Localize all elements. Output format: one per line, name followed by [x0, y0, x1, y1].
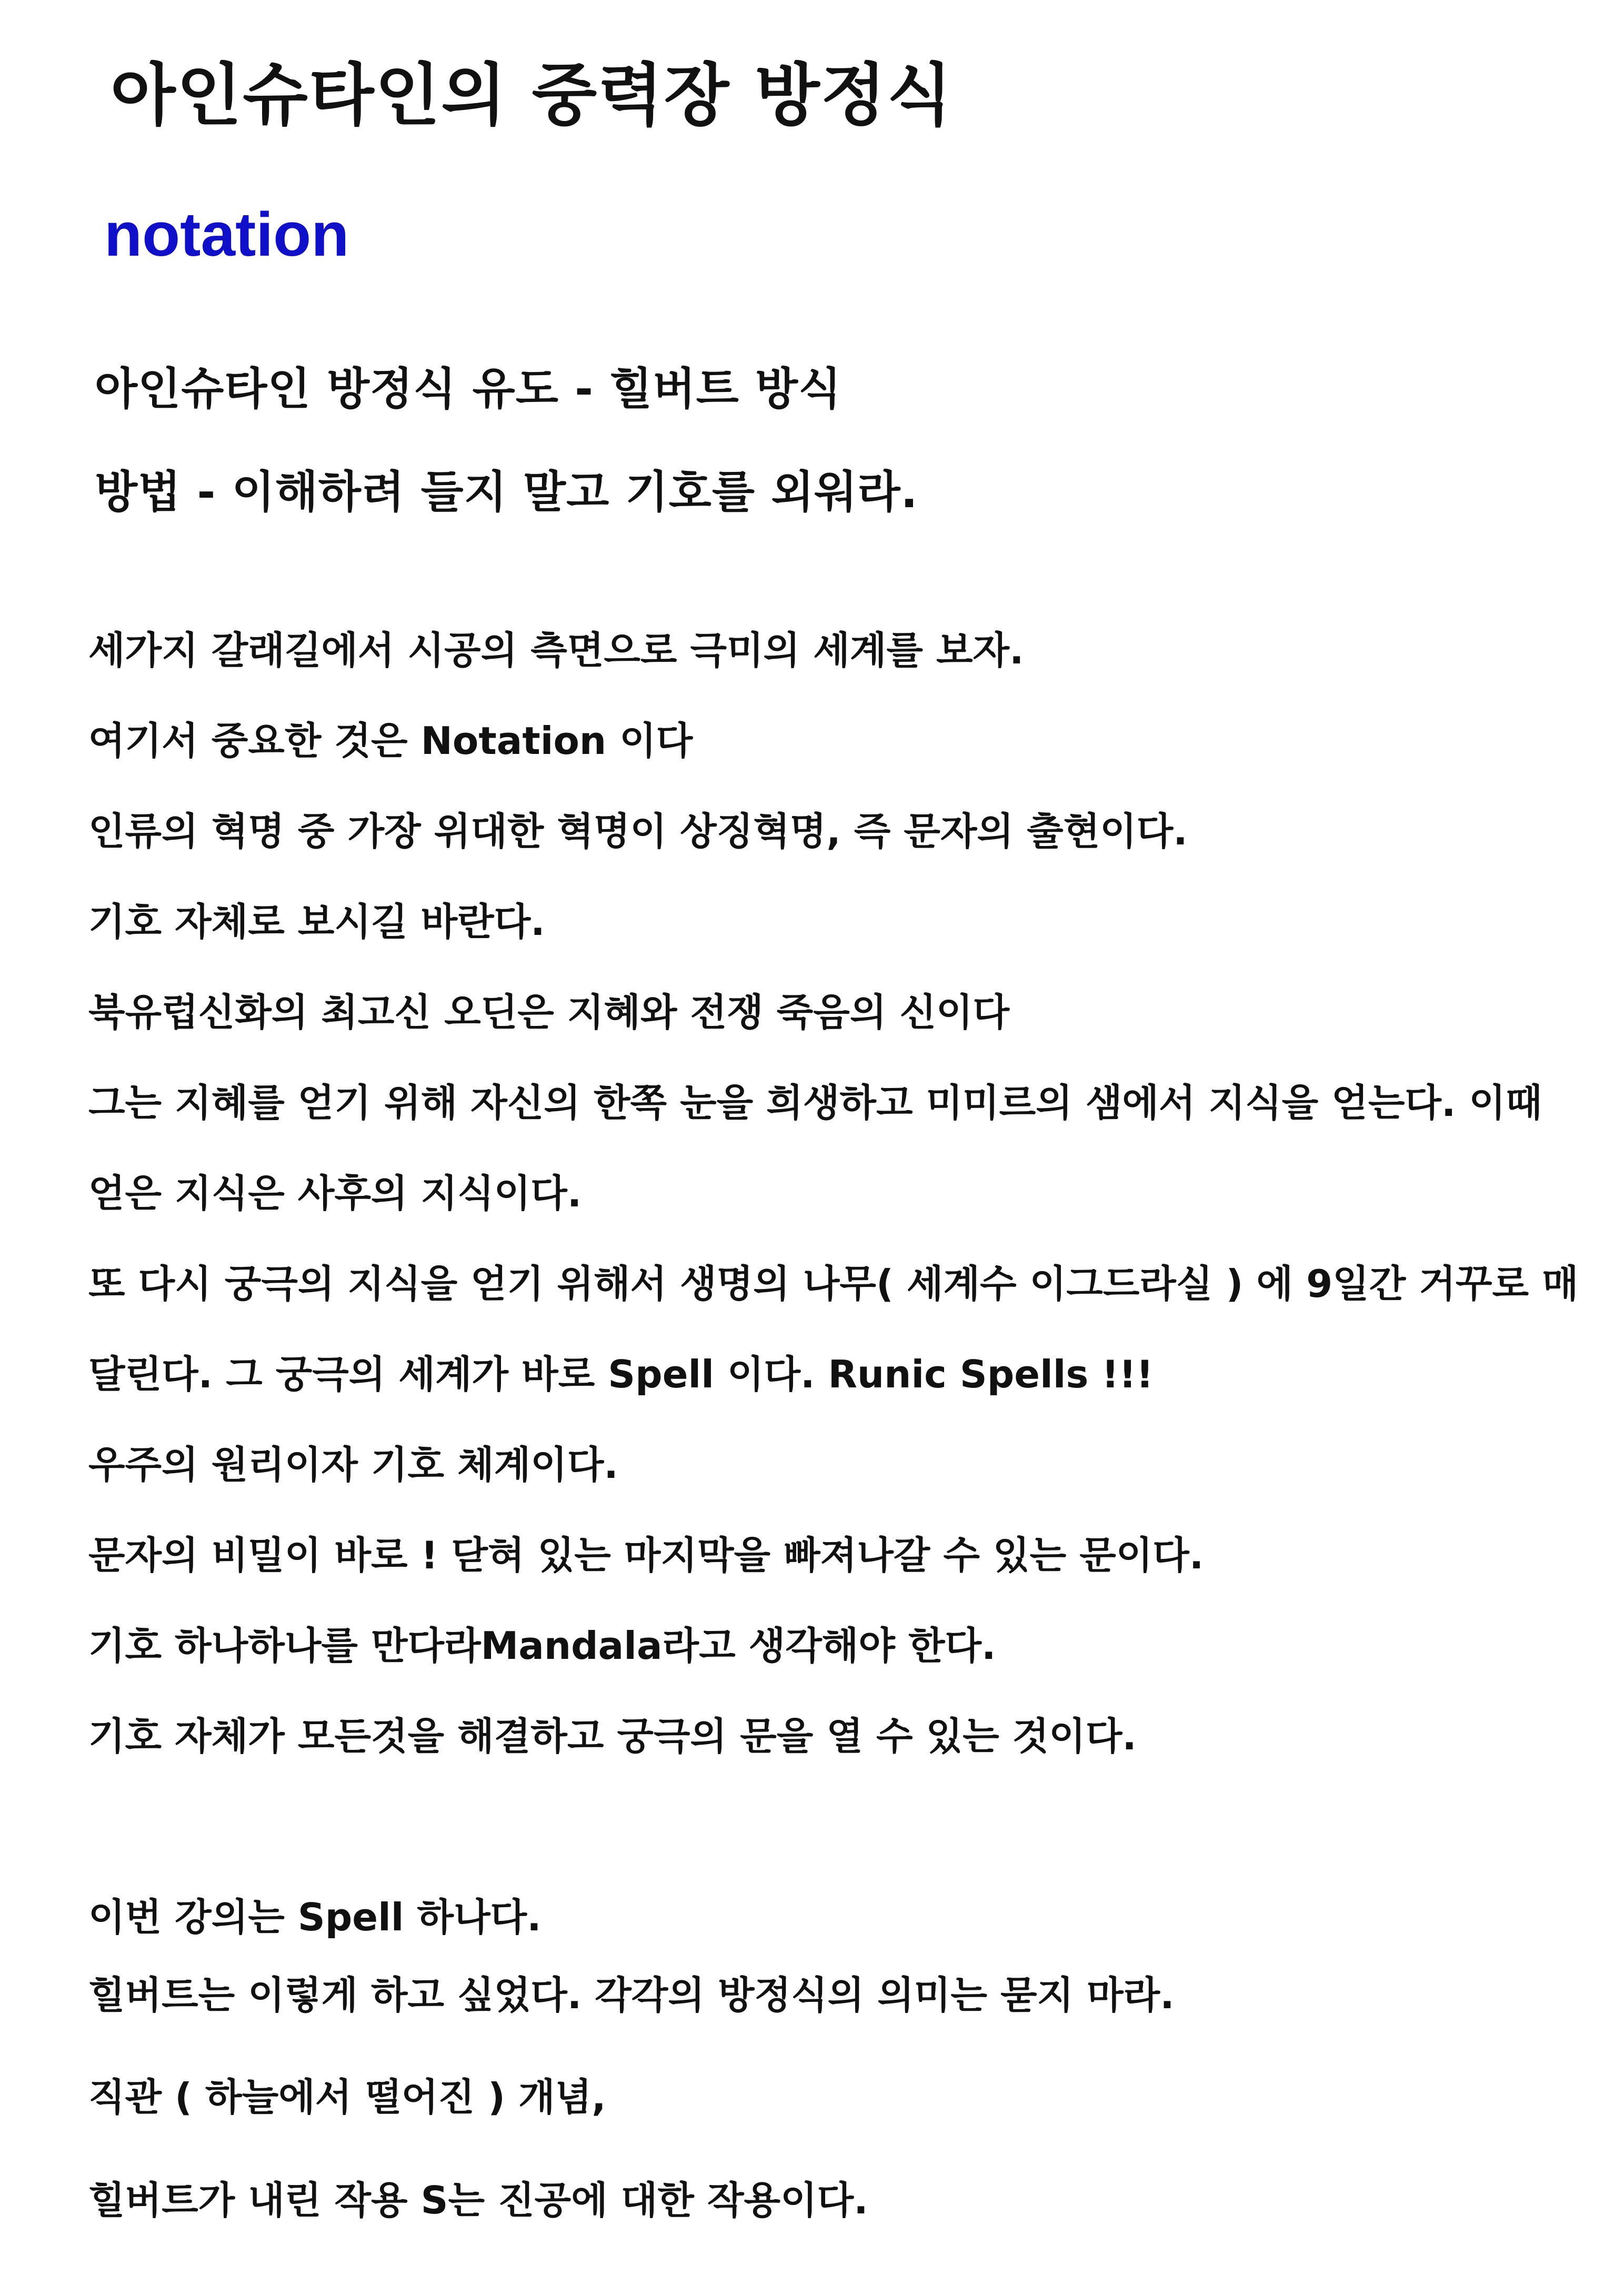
page-title: 아인슈타인의 중력장 방정식 — [111, 56, 953, 135]
paragraph-line: 힐버트는 이렇게 하고 싶었다. 각각의 방정식의 의미는 묻지 마라. — [88, 1973, 1175, 2017]
paragraph-line: 인류의 혁명 중 가장 위대한 혁명이 상징혁명, 즉 문자의 출현이다. — [88, 809, 1188, 853]
paragraph-line: 세가지 갈래길에서 시공의 측면으로 극미의 세계를 보자. — [88, 628, 1024, 672]
paragraph-line: 힐버트가 내린 작용 S는 진공에 대한 작용이다. — [88, 2178, 868, 2222]
paragraph-line: 우주의 원리이자 기호 체계이다. — [88, 1443, 618, 1487]
intro-line-2: 방법 - 이해하려 들지 말고 기호를 외워라. — [95, 466, 918, 518]
paragraph-line: 그는 지혜를 얻기 위해 자신의 한쪽 눈을 희생하고 미미르의 샘에서 지식을 얻는다. 이때 — [88, 1081, 1542, 1125]
paragraph-line: 달린다. 그 궁극의 세계가 바로 Spell 이다. Runic Spells !!! — [88, 1352, 1154, 1396]
paragraph-line: 문자의 비밀이 바로 ! 닫혀 있는 마지막을 빠져나갈 수 있는 문이다. — [88, 1533, 1204, 1577]
paragraph-line: 또 다시 궁극의 지식을 얻기 위해서 생명의 나무( 세계수 이그드라실 ) 에 9일간 거꾸로 매 — [88, 1262, 1579, 1306]
section-subtitle: notation — [104, 200, 349, 269]
paragraph-line: 이번 강의는 Spell 하나다. — [88, 1895, 542, 1939]
paragraph-line: 기호 자체가 모든것을 해결하고 궁극의 문을 열 수 있는 것이다. — [88, 1714, 1137, 1758]
paragraph-line: 북유럽신화의 최고신 오딘은 지혜와 전쟁 죽음의 신이다 — [88, 990, 1010, 1034]
paragraph-line: 얻은 지식은 사후의 지식이다. — [88, 1171, 582, 1215]
intro-line-1: 아인슈타인 방정식 유도 - 힐버트 방식 — [95, 363, 842, 415]
paragraph-line: 기호 하나하나를 만다라Mandala라고 생각해야 한다. — [88, 1624, 996, 1668]
paragraph-line: 여기서 중요한 것은 Notation 이다 — [88, 719, 693, 763]
paragraph-line: 기호 자체로 보시길 바란다. — [88, 900, 545, 944]
paragraph-line: 직관 ( 하늘에서 떨어진 ) 개념, — [88, 2075, 606, 2119]
